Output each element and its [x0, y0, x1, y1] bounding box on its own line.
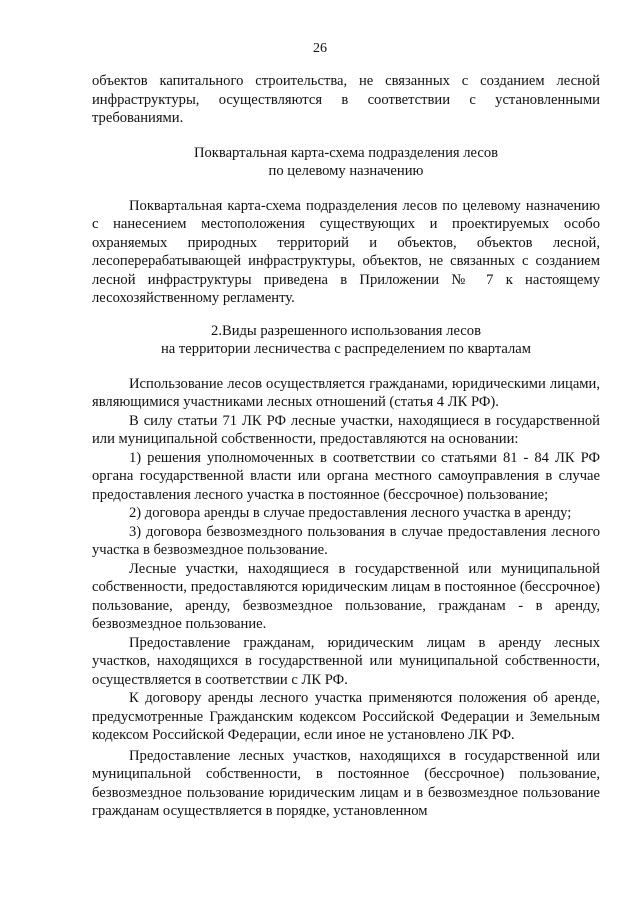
paragraph-continuation: объектов капитального строительства, не связанных с созданием лесной инфраструктуры, осуществляются в соответствии с установленными требованиями. [92, 73, 600, 126]
list-item: 1) решения уполномоченных в соответствии со статьями 81 - 84 ЛК РФ органа государственной власти или органа местного самоуправления в случае предоставления лесного участка в постоянное (бессрочное) пользование; [92, 449, 600, 503]
paragraph: К договору аренды лесного участка применяются положения об аренде, предусмотренные Гражданским кодексом Российской Федерации и Земельным кодексом Российской Федерации, если иное не установлено ЛК РФ. [92, 690, 600, 743]
page-body [92, 72, 600, 821]
paragraph: В силу статьи 71 ЛК РФ лесные участки, находящиеся в государственной или муниципальной собственности, предоставляются на основании: [92, 412, 600, 447]
heading-line: 2.Виды разрешенного использования лесов [211, 322, 481, 339]
heading-line: Поквартальная карта-схема подразделения лесов [193, 144, 499, 161]
list-item: 2) договора аренды в случае предоставления лесного участка в аренду; [129, 505, 572, 521]
paragraph: Лесные участки, находящиеся в государственной или муниципальной собственности, предоставляются юридическим лицам в постоянное (бессрочное) пользование, аренду, безвозмездное пользование, гражданам - в аренду, безвозмездное пользование. [92, 560, 600, 632]
paragraph: Предоставление гражданам, юридическим лицам в аренду лесных участков, находящихся в государственной или муниципальной собственности, осуществляется в соответствии с ЛК РФ. [92, 634, 600, 688]
paragraph: Поквартальная карта-схема подразделения лесов по целевому назначению с нанесением местоположения существующих и проектируемых особо охраняемых природных территорий и объектов, объектов лесной, лесоперерабатывающей инфраструктуры, объектов, не связанных с созданием лесной инфраструктуры приведена в Приложении № 7 к настоящему лесохозяйственному регламенту. [92, 197, 600, 306]
page-number: 26 [313, 41, 327, 56]
paragraph: Использование лесов осуществляется гражданами, юридическими лицами, являющимися участниками лесных отношений (статья 4 ЛК РФ). [92, 375, 600, 410]
heading-line: на территории лесничества с распределением по кварталам [160, 341, 532, 357]
section-heading-usage-types [92, 322, 600, 359]
heading-line: по целевому назначению [268, 163, 424, 179]
section-heading-map [92, 144, 600, 181]
paragraph: Предоставление лесных участков, находящихся в государственной или муниципальной собственности, в постоянное (бессрочное) пользование, безвозмездное пользование юридическим лицам и в безвозмездное пользование гражданам осуществляется в порядке, установленном [92, 747, 600, 819]
list-item: 3) договора безвозмездного пользования в случае предоставления лесного участка в безвозмездное пользование. [92, 523, 600, 558]
